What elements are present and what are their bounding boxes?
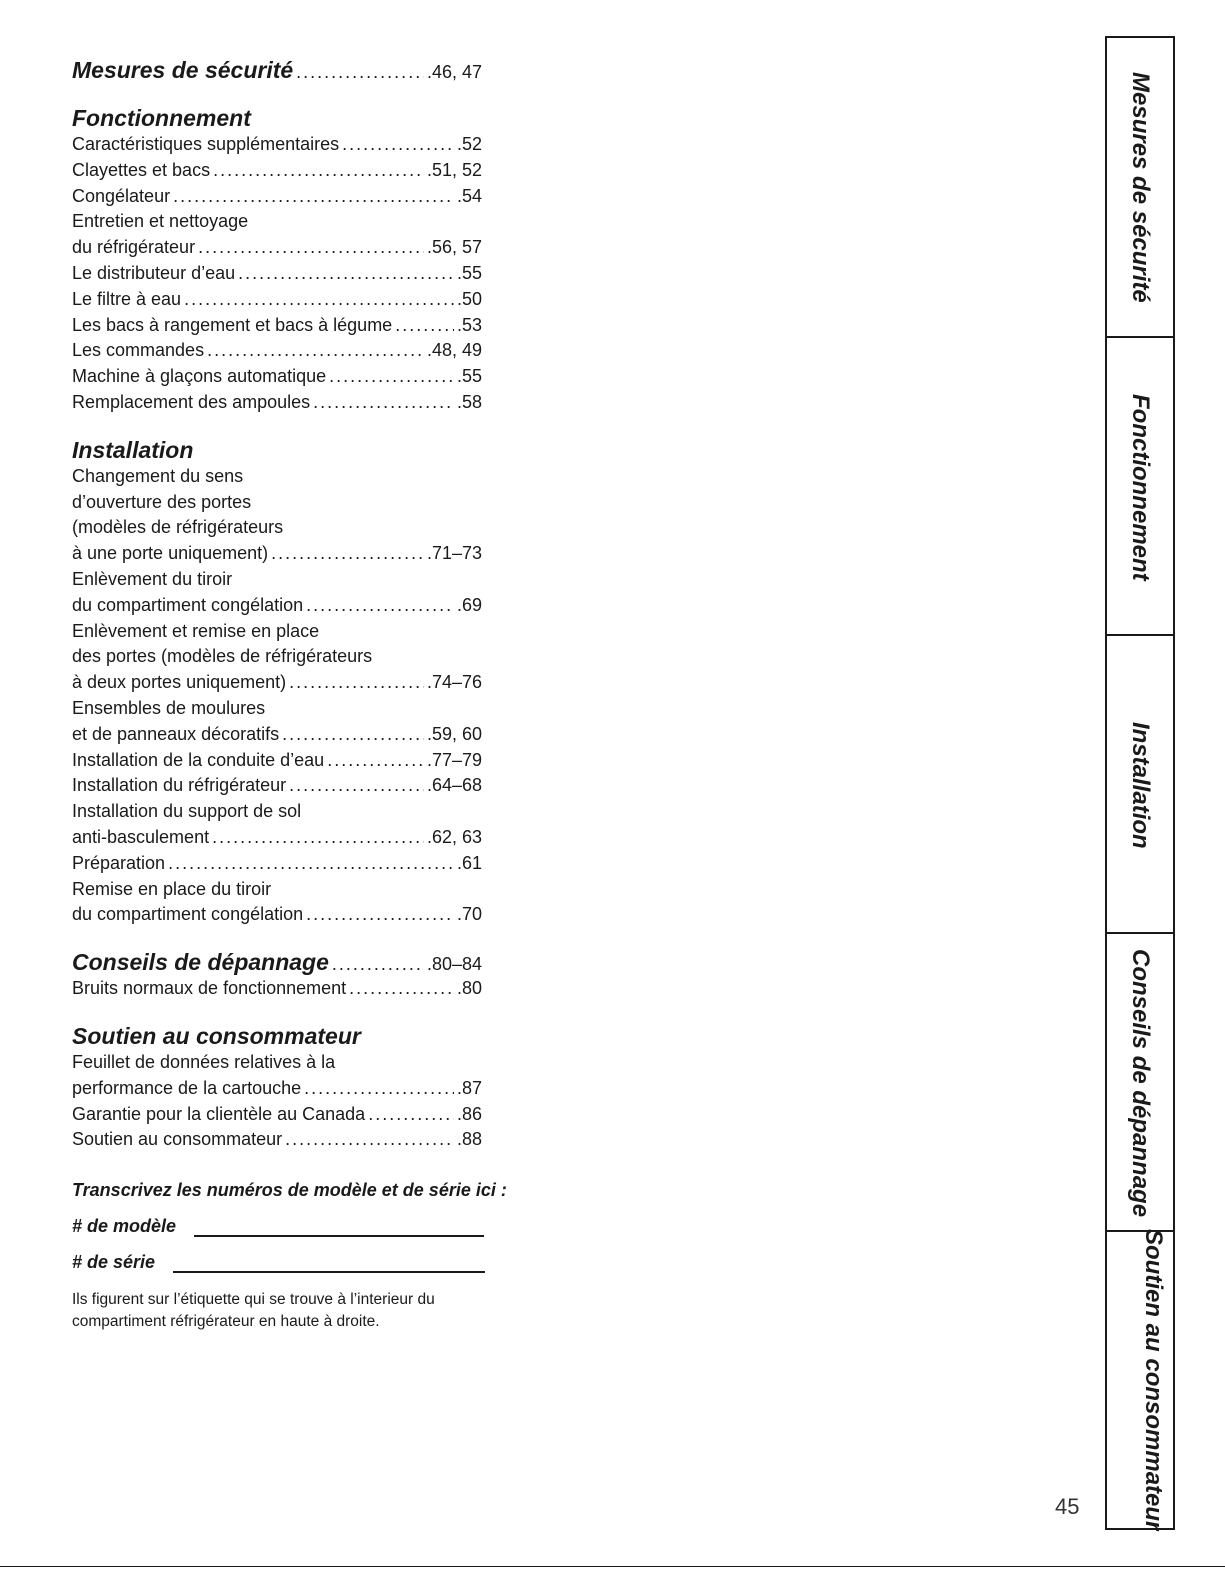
page-ref: .70 [456,904,482,925]
toc-entry[interactable] [72,773,482,799]
page-ref: .61 [456,852,482,873]
page-ref: .46, 47 [426,62,482,82]
tab-label: Conseils de dépannage [1127,948,1154,1218]
toc-entry-label: Remplacement des ampoules [72,391,311,412]
dot-leader [289,773,424,799]
tab-support[interactable] [1107,1229,1173,1531]
page-ref: .53 [456,314,482,335]
table-of-contents [72,56,482,1173]
dot-leader [368,1102,454,1128]
page-ref: .64–68 [426,775,482,796]
page-number: 45 [1055,1494,1080,1519]
page-ref: .48, 49 [426,340,482,361]
toc-entry[interactable] [72,1102,482,1128]
toc-entry-label: anti-basculement [72,826,210,847]
model-serial-record [72,1180,507,1333]
tab-label: Fonctionnement [1127,393,1154,581]
page-ref: .71–73 [426,543,482,564]
page-ref: .59, 60 [426,723,482,744]
toc-entry-label: performance de la cartouche [72,1077,302,1098]
page-ref: .69 [456,594,482,615]
dot-leader [271,541,424,567]
toc-entry-line: Enlèvement et remise en place [72,620,320,641]
toc-entry-label: Soutien au consommateur [72,1129,283,1150]
toc-entry-line: Ensembles de moulures [72,697,266,718]
toc-entry-label: Préparation [72,852,166,873]
page-ref: .80 [456,978,482,999]
toc-entry[interactable] [72,390,482,416]
toc-entry-label: à deux portes uniquement) [72,672,287,693]
toc-entry[interactable] [72,1127,482,1153]
page-ref: .77–79 [426,749,482,770]
toc-entry-line: d’ouverture des portes [72,491,252,512]
page-ref: .80–84 [426,954,482,975]
toc-section-installation [72,436,482,928]
section-title-installation: Installation [72,436,194,463]
tab-label: Soutien au consommateur [1140,1229,1167,1531]
toc-entry-label: du compartiment congélation [72,594,304,615]
page-ref: .55 [456,262,482,283]
toc-entry-line: Remise en place du tiroir [72,878,272,899]
dot-leader [296,62,424,83]
page-ref: .55 [456,366,482,387]
page-ref: .54 [456,185,482,206]
toc-entry-line: (modèles de réfrigérateurs [72,517,284,538]
entry-list [72,464,482,928]
toc-entry[interactable] [72,722,482,748]
toc-entry-line: Entretien et nettoyage [72,211,249,232]
toc-entry[interactable] [72,851,482,877]
page-ref: .51, 52 [426,159,482,180]
toc-entry-line: Enlèvement du tiroir [72,568,233,589]
toc-entry-label: Congélateur [72,185,171,206]
toc-entry-label: Bruits normaux de fonctionnement [72,978,347,999]
dot-leader [184,287,454,313]
page-ref: .52 [456,134,482,154]
serial-number-field[interactable] [72,1251,502,1273]
toc-entry[interactable] [72,1076,482,1102]
toc-entry-line: Feuillet de données relatives à la [72,1051,336,1072]
dot-leader [198,235,424,261]
section-tabs [1105,36,1175,1530]
toc-entry-label: Les bacs à rangement et bacs à légume [72,314,393,335]
toc-entry-label: Le distributeur d’eau [72,262,236,283]
toc-entry[interactable] [72,158,482,184]
toc-entry-label: du compartiment congélation [72,904,304,925]
toc-entry-label: Garantie pour la clientèle au Canada [72,1103,366,1124]
dot-leader [238,261,454,287]
model-number-label: # de modèle [72,1216,177,1236]
bottom-rule [0,1566,1225,1567]
tab-label: Mesures de sécurité [1127,71,1154,303]
toc-entry[interactable] [72,748,482,774]
toc-entry[interactable] [72,235,482,261]
section-title-support: Soutien au consommateur [72,1022,361,1049]
tab-installation[interactable] [1107,634,1173,934]
toc-entry[interactable] [72,132,482,158]
tab-safety[interactable] [1107,38,1173,336]
page-ref: .86 [456,1103,482,1124]
toc-entry-label: Clayettes et bacs [72,159,211,180]
toc-entry-line: Changement du sens [72,465,244,486]
dot-leader [306,593,454,619]
toc-entry[interactable] [72,261,482,287]
page-ref: .74–76 [426,672,482,693]
toc-entry-label: Les commandes [72,340,205,361]
toc-entry[interactable] [72,670,482,696]
toc-entry[interactable] [72,287,482,313]
dot-leader [304,1076,454,1102]
page-ref: .62, 63 [426,826,482,847]
dot-leader [306,902,454,928]
toc-entry-label: Machine à glaçons automatique [72,366,327,387]
toc-entry-label: à une porte uniquement) [72,543,269,564]
page-ref: .58 [456,391,482,412]
dot-leader [212,825,424,851]
toc-entry[interactable] [72,541,482,567]
toc-entry-label: Caractéristiques supplémentaires [72,134,340,154]
dot-leader [213,158,424,184]
dot-leader [313,390,454,416]
dot-leader [207,338,424,364]
toc-heading-troubleshooting-row[interactable] [72,948,482,976]
toc-entry-label: Le filtre à eau [72,288,182,309]
dot-leader [168,851,454,877]
dot-leader [395,313,454,339]
entry-list [72,132,482,416]
serial-number-label: # de série [72,1252,156,1272]
section-title-operation: Fonctionnement [72,105,251,131]
toc-entry-line: Installation du support de sol [72,801,302,822]
toc-section-troubleshooting [72,948,482,1002]
dot-leader [349,976,454,1002]
record-title: Transcrivez les numéros de modèle et de série ici : [72,1180,507,1200]
toc-entry[interactable] [72,902,482,928]
dot-leader [173,184,454,210]
dot-leader [282,722,424,748]
toc-entry[interactable] [72,593,482,619]
entry-list [72,976,482,1002]
page-ref: .50 [456,288,482,309]
toc-entry[interactable] [72,976,482,1002]
entry-list [72,1050,482,1153]
toc-entry-line: des portes (modèles de réfrigérateurs [72,646,373,667]
dot-leader [329,364,454,390]
toc-entry-label: du réfrigérateur [72,237,196,258]
tab-label: Installation [1127,721,1154,849]
dot-leader [289,670,424,696]
dot-leader [285,1127,454,1153]
dot-leader [342,132,454,158]
toc-heading-safety-row[interactable] [72,56,482,84]
toc-section-safety [72,56,482,84]
model-number-blank[interactable] [194,1215,484,1237]
page-ref: .88 [456,1129,482,1150]
toc-entry[interactable] [72,825,482,851]
toc-entry[interactable] [72,184,482,210]
toc-section-support [72,1022,482,1153]
page-ref: .56, 57 [426,237,482,258]
tab-troubleshooting[interactable] [1107,932,1173,1232]
toc-entry[interactable] [72,364,482,390]
toc-section-operation [72,104,482,416]
record-note: Ils figurent sur l’étiquette qui se trouve à l’interieur du compartiment réfrigérateur en haute à droite. [72,1291,435,1330]
toc-entry[interactable] [72,338,482,364]
dot-leader [332,954,424,975]
toc-entry-label: et de panneaux décoratifs [72,723,280,744]
model-number-field[interactable] [72,1215,502,1237]
toc-entry-label: Installation du réfrigérateur [72,775,287,796]
section-title-troubleshooting: Conseils de dépannage [72,949,329,976]
page-ref: .87 [456,1077,482,1098]
tab-operation[interactable] [1107,336,1173,636]
section-title-safety: Mesures de sécurité [72,57,294,83]
toc-entry-label: Installation de la conduite d’eau [72,749,325,770]
toc-entry[interactable] [72,313,482,339]
dot-leader [327,748,424,774]
serial-number-blank[interactable] [173,1251,485,1273]
